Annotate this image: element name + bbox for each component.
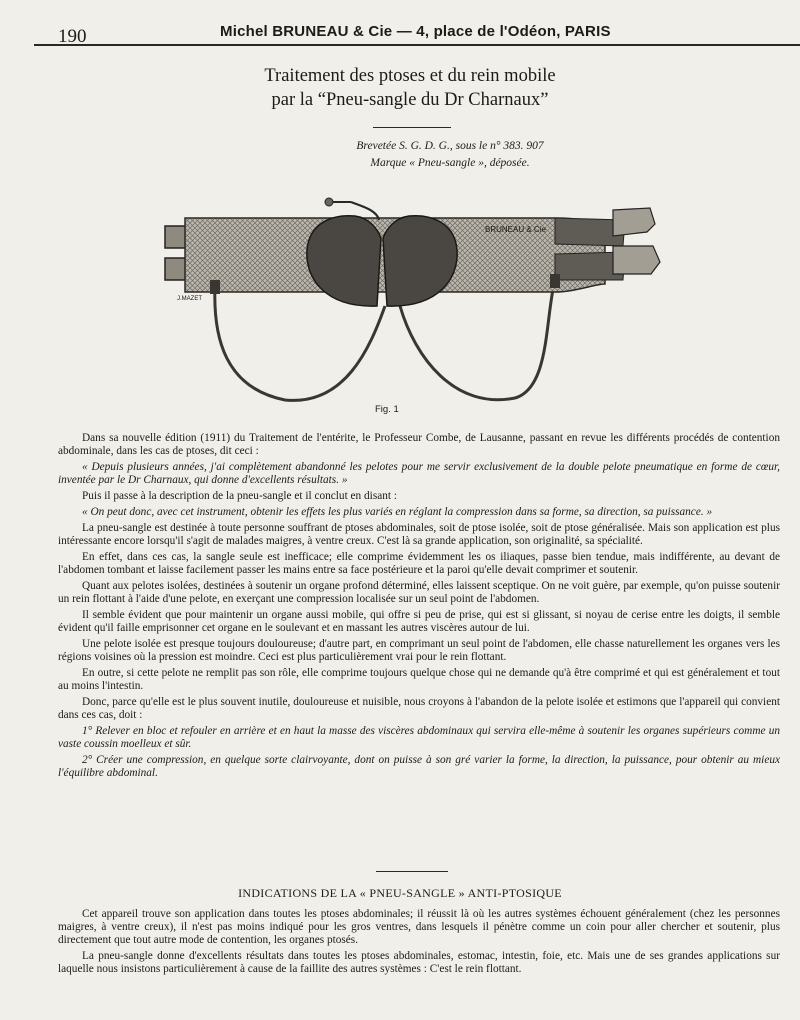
patent-line-2: Marque « Pneu-sangle », déposée. — [370, 157, 530, 169]
patent-line-1: Brevetée S. G. D. G., sous le n° 383. 907 — [356, 140, 544, 152]
right-strap-bottom — [613, 246, 660, 274]
belt-label: BRUNEAU & Cie — [485, 225, 546, 234]
paragraph: Puis il passe à la description de la pneu-sangle et il conclut en disant : — [82, 490, 397, 502]
requirement-item: 1° Relever en bloc et refouler en arrière et en haut la masse des viscères abdominaux qui servira elle-même à soutenir les organes supérieurs comme un vaste coussin moelleux et sûr. — [58, 724, 780, 750]
paragraph: Une pelote isolée est presque toujours douloureuse; d'autre part, en comprimant un seul point de l'abdomen, elle chasse naturellement les organes vers les régions voisines où la pression est moindre. Ceci est plus particulièrement vrai pour le rein flottant. — [58, 637, 780, 663]
paragraph: Il semble évident que pour maintenir un organe aussi mobile, qui offre si peu de prise, qui est si glissant, si noyau de cerise entre les doigts, il semble évident qu'il faille emprisonner cet organe en le soulevant et en massant les autres viscères autour de lui. — [58, 608, 780, 634]
paragraph: Donc, parce qu'elle est le plus souvent inutile, douloureuse et nuisible, nous croyons à l'abandon de la pelote isolée et estimons que l'appareil qui convient dans ces cas, doit : — [58, 695, 780, 721]
patent-notice — [200, 138, 700, 172]
main-article — [58, 432, 780, 783]
running-head: Michel BRUNEAU & Cie — 4, place de l'Odéon, PARIS — [220, 23, 611, 40]
title-line-2: par la “Pneu-sangle du Dr Charnaux” — [271, 90, 549, 110]
title-line-1: Traitement des ptoses et du rein mobile — [264, 66, 556, 86]
pneu-sangle-drawing — [155, 188, 675, 416]
page-number: 190 — [58, 26, 87, 47]
indications-heading: INDICATIONS DE LA « PNEU-SANGLE » ANTI-PTOSIQUE — [238, 886, 562, 900]
section-divider — [376, 871, 448, 872]
paragraph: Dans sa nouvelle édition (1911) du Traitement de l'entérite, le Professeur Combe, de Lausanne, passant en revue les différents procédés de contention abdominale, dans les cas de ptoses, dit ceci : — [58, 432, 780, 458]
paragraph: Cet appareil trouve son application dans toutes les ptoses abdominales; il réussit là où les autres systèmes échouent généralement (chez les personnes maigres, à ventre creux), il n'est pas moins indiqué pour les gros ventres, dans lesquels il pénètre comme un coin pour aller chercher et soutenir, plus directement que tout autre mode de contention, les organes ptosés. — [58, 908, 780, 947]
paragraph: Quant aux pelotes isolées, destinées à soutenir un organe profond déterminé, elles laissent sceptique. On ne voit guère, par exemple, qu'on puisse soutenir un rein flottant à l'aide d'une pelote, en exerçant une compression localisée sur un seul point de l'abdomen. — [58, 579, 780, 605]
left-buckle-bottom — [165, 258, 187, 280]
right-strap-top — [613, 208, 655, 236]
valve-icon — [325, 198, 333, 206]
page-title — [140, 64, 680, 112]
header-rule — [34, 44, 800, 46]
requirement-item: 2° Créer une compression, en quelque sorte clairvoyante, dont on puisse à son gré varier la forme, la direction, la puissance, pour obtenir au mieux l'équilibre abdominal. — [58, 753, 780, 779]
paragraph: La pneu-sangle donne d'excellents résultats dans toutes les ptoses abdominales, estomac, intestin, foie, etc. Mais une de ses grandes applications sur laquelle nous insistons particulièrement à cause de la faillite des autres systèmes : C'est le rein flottant. — [58, 950, 780, 976]
quote: « Depuis plusieurs années, j'ai complètement abandonné les pelotes pour me servir exclusivement de la double pelote pneumatique en forme de cœur, inventée par le Dr Charnaux, qui donne d'excellents résultats. » — [58, 461, 780, 487]
quote: « On peut donc, avec cet instrument, obtenir les effets les plus variés en réglant la compression dans sa forme, sa direction, sa puissance. » — [82, 505, 713, 518]
paragraph: La pneu-sangle est destinée à toute personne souffrant de ptoses abdominales, soit de ptose isolée, soit de ptose généralisée. Mais son application est plus intéressante encore lorsqu'il s'agit de malades maigres, à ventre creux. C'est là sa grande application, son originalité, sa spécialité. — [58, 521, 780, 547]
left-buckle-top — [165, 226, 187, 248]
figure-caption: Fig. 1 — [375, 404, 399, 415]
title-divider — [373, 127, 451, 128]
belt-illustration — [155, 188, 675, 416]
paragraph: En effet, dans ces cas, la sangle seule est inefficace; elle comprime évidemment les os iliaques, passe bien tendue, mais indifférente, au devant de l'abdomen tombant et laisse facilement passer les mains entre sa face postérieure et la paroi qu'elle devait comprimer et soutenir. — [58, 550, 780, 576]
indications-section — [58, 908, 780, 979]
engraver-signature: J.MAZET — [177, 296, 202, 302]
page-header — [30, 16, 800, 46]
paragraph: En outre, si cette pelote ne remplit pas son rôle, elle comprime toujours quelque chose qui ne demande qu'à être comprimé et qui est généralement et tout au moins l'intestin. — [58, 666, 780, 692]
